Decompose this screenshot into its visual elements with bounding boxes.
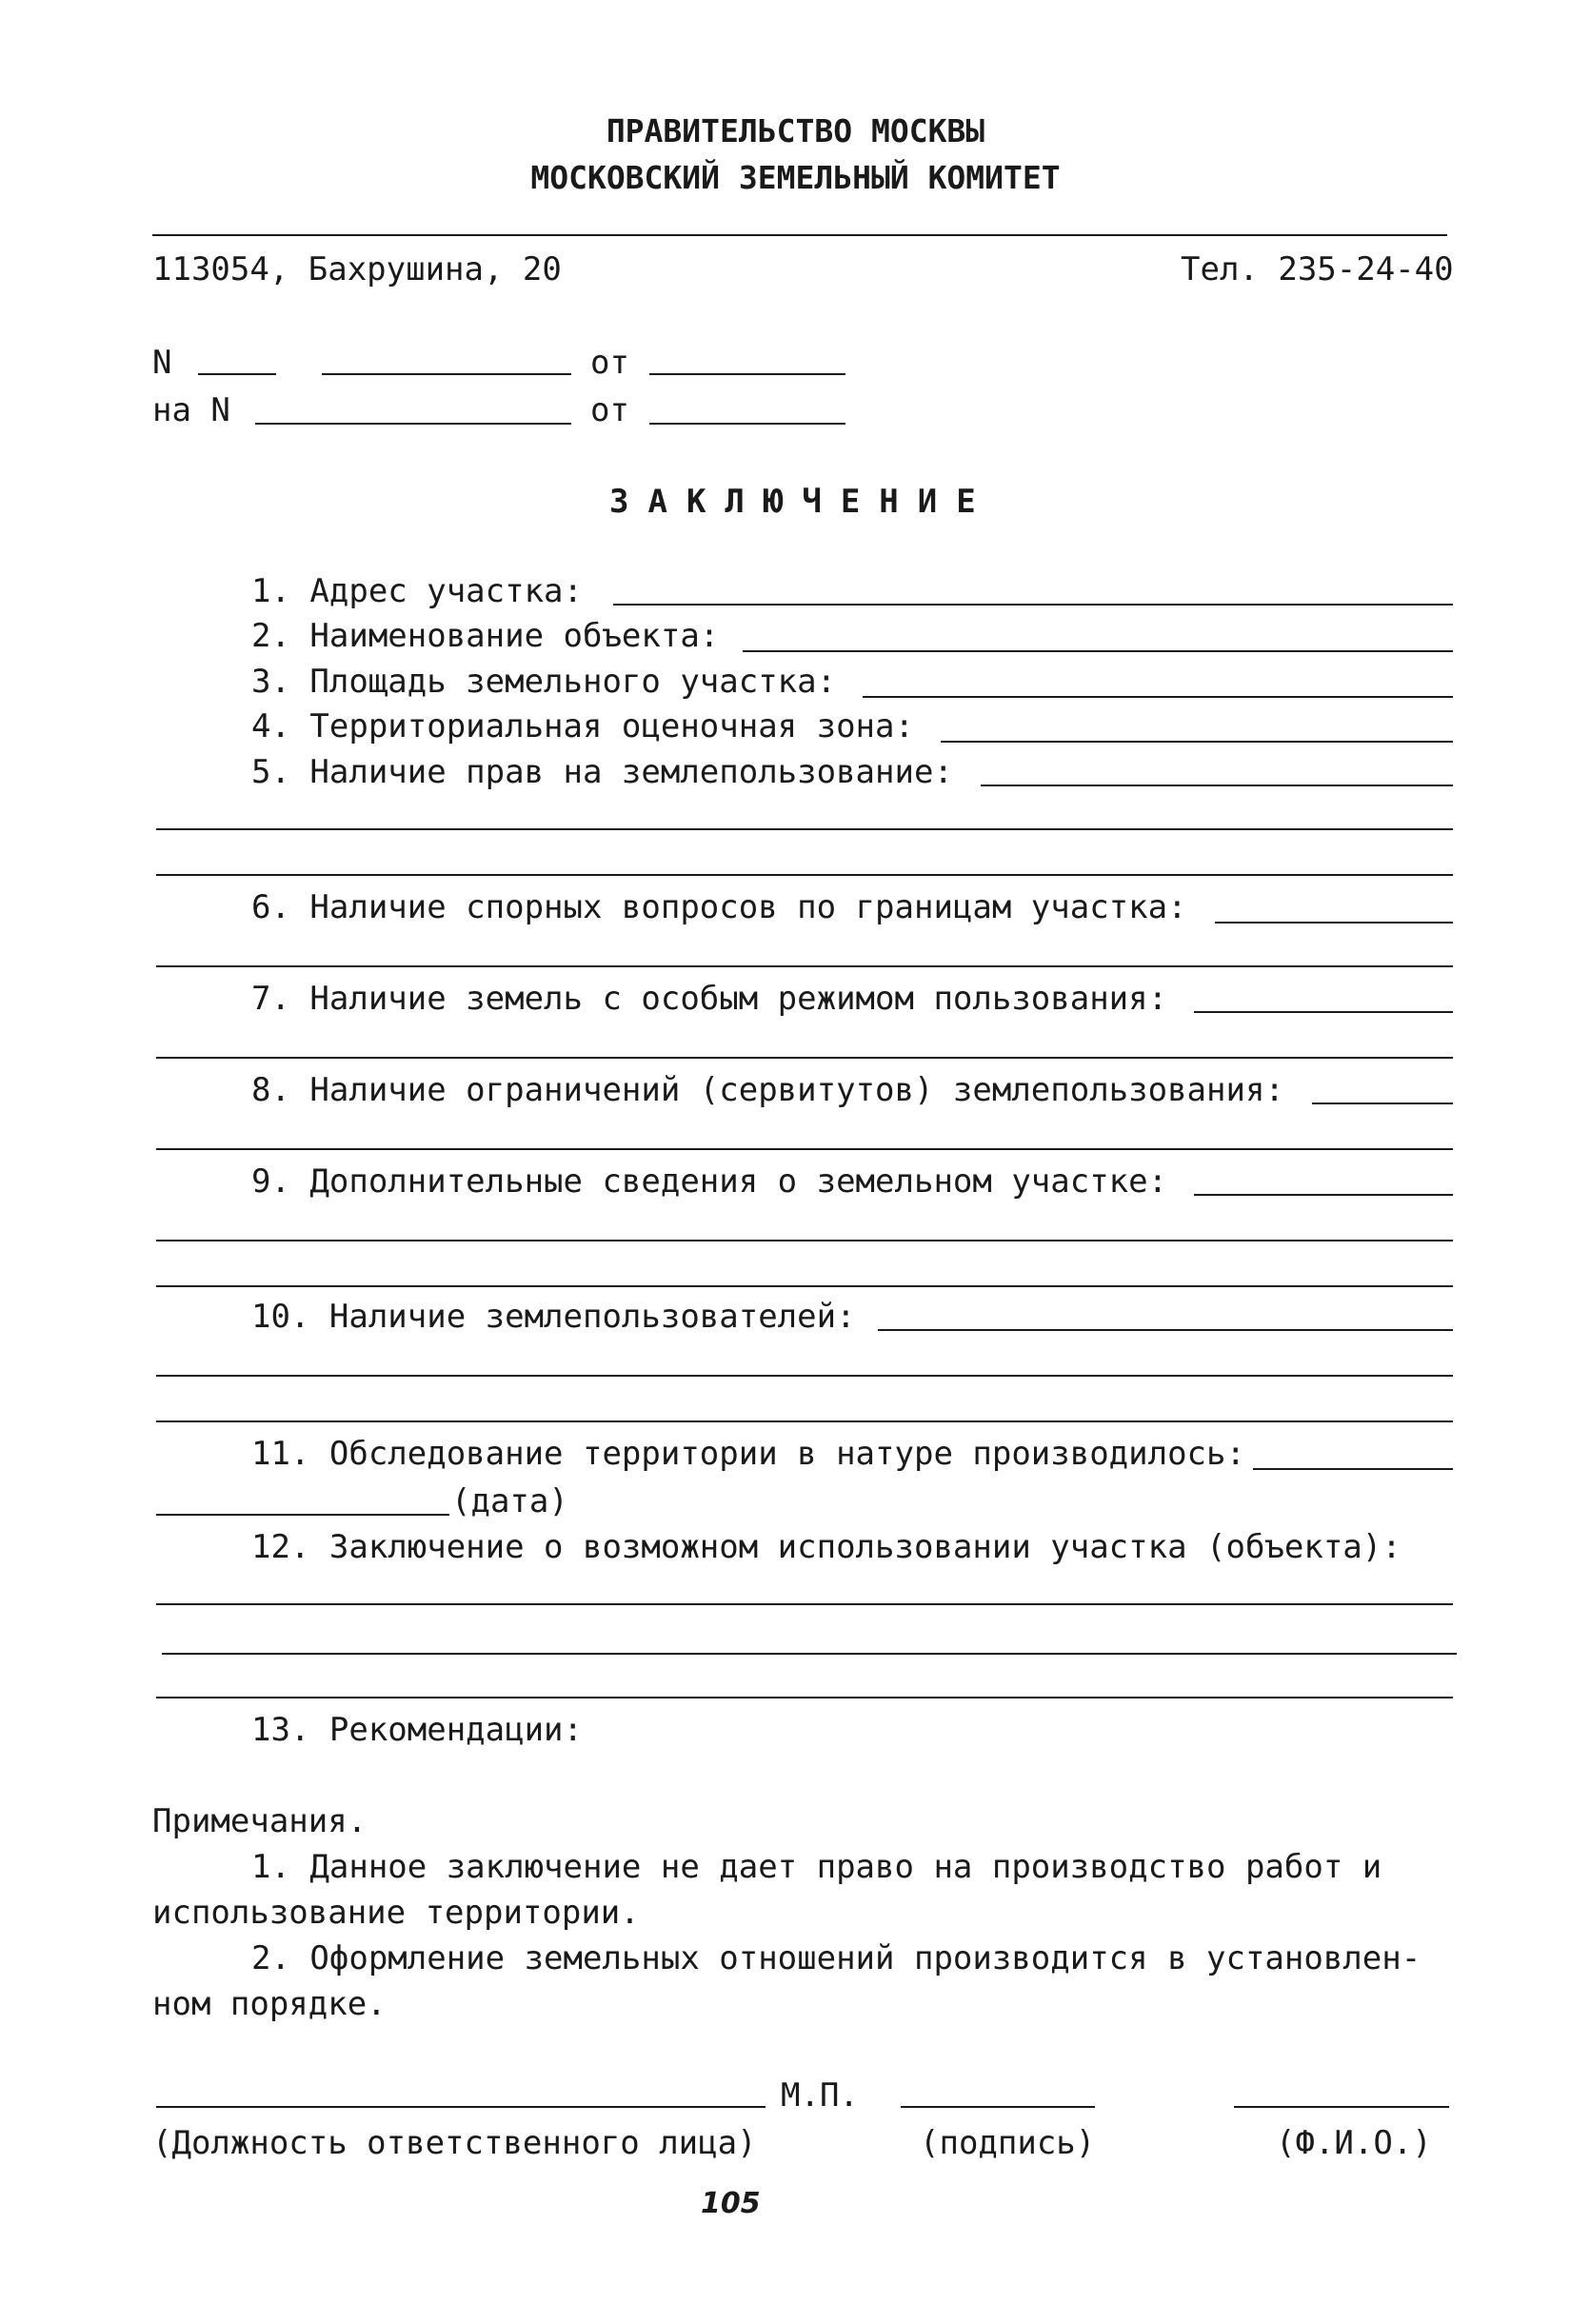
- doc-date-label: от: [590, 344, 629, 382]
- item-4: 4. Территориальная оценочная зона:: [251, 707, 914, 745]
- note-1-line-1: 1. Данное заключение не дает право на производство работ и: [251, 1848, 1382, 1886]
- item-1: 1. Адрес участка:: [251, 572, 583, 610]
- notes-heading: Примечания.: [152, 1802, 368, 1840]
- header-line-1: ПРАВИТЕЛЬСТВО МОСКВЫ: [606, 112, 985, 149]
- item-11: 11. Обследование территории в натуре производилось:: [251, 1435, 1245, 1473]
- item-5-line-2[interactable]: [156, 828, 1453, 830]
- item-12-line-2[interactable]: [162, 1653, 1457, 1655]
- stamp-place-label: М.П.: [781, 2076, 859, 2115]
- item-13: 13. Рекомендации:: [251, 1711, 583, 1749]
- item-10: 10. Наличие землепользователей:: [251, 1298, 856, 1336]
- item-12: 12. Заключение о возможном использовании участка (объекта):: [251, 1528, 1402, 1566]
- reply-date-label: от: [590, 391, 629, 429]
- position-field[interactable]: [156, 2106, 766, 2108]
- item-8-field[interactable]: [1312, 1102, 1453, 1104]
- item-7: 7. Наличие земель с особым режимом пользования:: [251, 980, 1168, 1018]
- item-9-line-3[interactable]: [156, 1285, 1453, 1287]
- note-2-line-1: 2. Оформление земельных отношений производится в установлен-: [251, 1939, 1422, 1977]
- item-10-line-2[interactable]: [156, 1375, 1453, 1377]
- reply-number-label: на N: [152, 391, 230, 429]
- reply-number-field[interactable]: [255, 423, 571, 425]
- item-6: 6. Наличие спорных вопросов по границам участка:: [251, 888, 1187, 926]
- note-1-line-2: использование территории.: [152, 1894, 640, 1932]
- item-9-line-2[interactable]: [156, 1240, 1453, 1241]
- header-line-2: МОСКОВСКИЙ ЗЕМЕЛЬНЫЙ КОМИТЕТ: [530, 159, 1061, 196]
- reply-date-field[interactable]: [649, 423, 845, 425]
- item-7-field[interactable]: [1194, 1011, 1453, 1013]
- doc-number-field-b[interactable]: [322, 373, 571, 375]
- item-4-field[interactable]: [941, 741, 1453, 743]
- position-label: (Должность ответственного лица): [152, 2124, 757, 2162]
- item-5: 5. Наличие прав на землепользование:: [251, 753, 953, 791]
- item-6-line-2[interactable]: [156, 965, 1453, 967]
- item-1-field[interactable]: [613, 604, 1453, 606]
- name-label: (Ф.И.О.): [1276, 2124, 1432, 2162]
- item-3-field[interactable]: [863, 696, 1453, 698]
- item-10-field[interactable]: [878, 1329, 1453, 1331]
- phone: Тел. 235-24-40: [1181, 250, 1454, 288]
- name-field[interactable]: [1234, 2106, 1449, 2108]
- doc-number-label: N: [152, 344, 172, 382]
- item-5-line-3[interactable]: [156, 874, 1453, 876]
- item-11-field[interactable]: [1253, 1468, 1453, 1470]
- date-field[interactable]: [156, 1514, 449, 1516]
- item-10-line-3[interactable]: [156, 1420, 1453, 1422]
- item-2-field[interactable]: [743, 650, 1453, 652]
- item-2: 2. Наименование объекта:: [251, 617, 720, 655]
- item-12-line-3[interactable]: [156, 1697, 1453, 1698]
- address: 113054, Бахрушина, 20: [152, 250, 562, 288]
- doc-date-field[interactable]: [649, 373, 845, 375]
- signature-field[interactable]: [901, 2106, 1095, 2108]
- item-6-field[interactable]: [1215, 922, 1453, 924]
- item-12-line-1[interactable]: [156, 1603, 1453, 1605]
- item-3: 3. Площадь земельного участка:: [251, 663, 837, 701]
- date-label: (дата): [451, 1482, 568, 1520]
- item-8-line-2[interactable]: [156, 1148, 1453, 1150]
- note-2-line-2: ном порядке.: [152, 1985, 387, 2023]
- doc-number-field-a[interactable]: [198, 373, 276, 375]
- item-9: 9. Дополнительные сведения о земельном участке:: [251, 1162, 1168, 1201]
- item-8: 8. Наличие ограничений (сервитутов) землепользования:: [251, 1071, 1284, 1109]
- header-divider: [152, 234, 1447, 236]
- document-title: ЗАКЛЮЧЕНИЕ: [609, 483, 995, 521]
- item-7-line-2[interactable]: [156, 1057, 1453, 1059]
- item-9-field[interactable]: [1194, 1194, 1453, 1196]
- page-number: 105: [701, 2187, 761, 2220]
- signature-label: (подпись): [920, 2124, 1096, 2162]
- item-5-field[interactable]: [981, 785, 1453, 786]
